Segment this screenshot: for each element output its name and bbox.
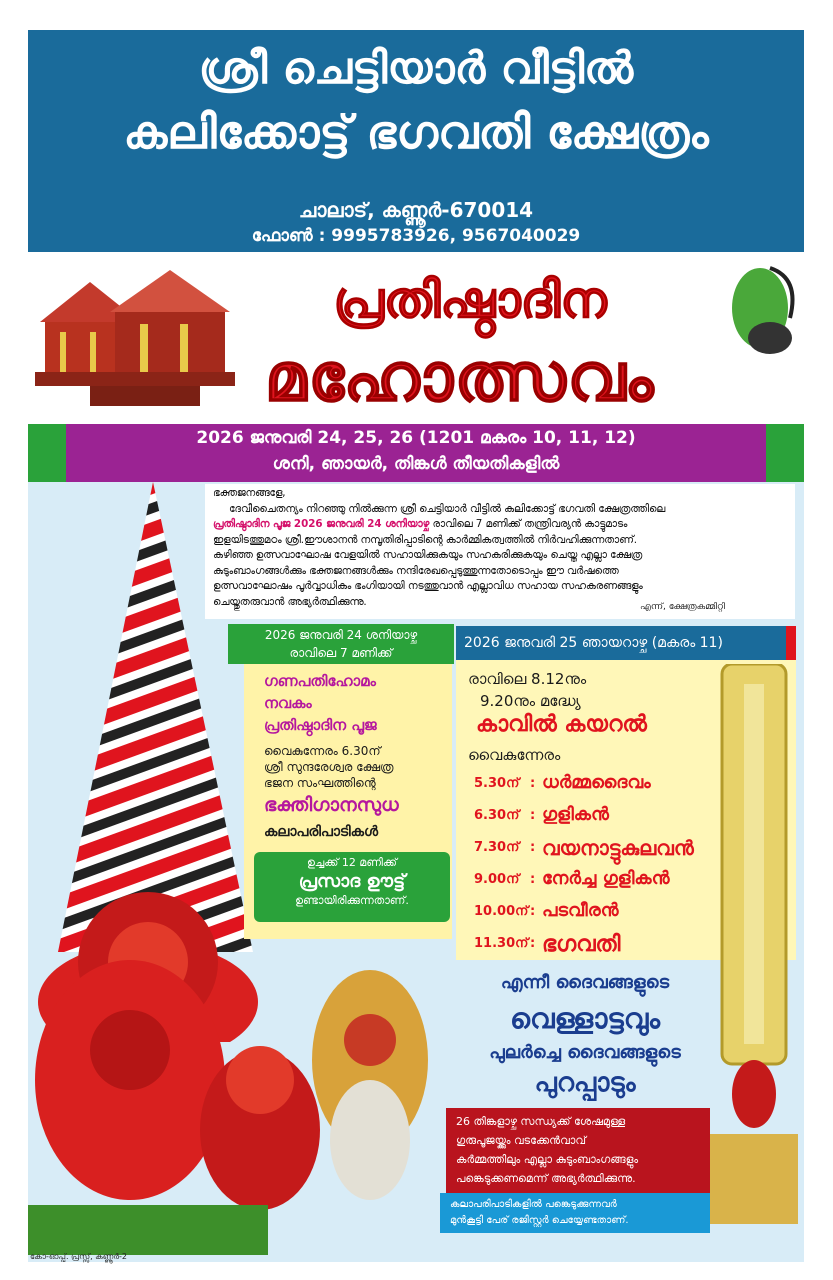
festival-title-line2: മഹോത്സവം xyxy=(264,339,656,416)
festival-days: ശനി, ഞായർ, തിങ്കൾ തീയതികളിൽ xyxy=(272,454,560,474)
theyyam-pole-illustration xyxy=(704,664,804,1224)
schedule-deity: പടവീരൻ xyxy=(542,900,619,921)
temple-name-line2: കലിക്കോട്ട് ഭഗവതി ക്ഷേത്രം xyxy=(123,105,709,159)
header-accent xyxy=(786,626,796,660)
festival-title-line1: പ്രതിഷ്ഠാദിന xyxy=(333,271,607,329)
schedule-separator: : xyxy=(530,840,536,855)
day2-date: 2026 ജനുവരി 25 ഞായറാഴ്ച (മകരം 11) xyxy=(464,635,723,651)
schedule-time: 11.30ന് xyxy=(474,936,529,951)
bhajan-group: ഭജന സംഘത്തിന്റെ xyxy=(264,776,376,790)
puja-date-highlight: പ്രതിഷ്ഠാദിന പൂജ 2026 ജനുവരി 24 ശനിയാഴ്ച xyxy=(213,518,430,530)
kalaparipadikal: കലാപരിപാടികൾ xyxy=(264,824,379,840)
date-band xyxy=(28,424,804,482)
schedule-separator: : xyxy=(530,872,536,887)
prasada-oottu: പ്രസാദ ഊട്ട് xyxy=(298,871,406,892)
schedule-deity: ഭഗവതി xyxy=(542,932,621,957)
schedule-time: 7.30ന് xyxy=(474,840,520,855)
gurupooja-note xyxy=(446,1108,710,1193)
schedule-separator: : xyxy=(530,808,536,823)
schedule-deity: നേർച്ച ഗുളികൻ xyxy=(542,868,670,889)
intro-line3: ഇളയിടത്തുമഠം ശ്രീ.ഈശാനൻ നമ്പൂതിരിപ്പാടിന്റെ കാർമ്മികത്വത്തിൽ നിർവഹിക്കുന്നതാണ്. xyxy=(213,533,637,546)
address: ചാലാട്, കണ്ണൂർ-670014 xyxy=(298,198,534,222)
schedule-deity: വയനാട്ടുകുലവൻ xyxy=(542,836,694,860)
schedule-separator: : xyxy=(530,776,536,791)
deity-line1: എന്നീ ദൈവങ്ങളുടെ xyxy=(500,972,670,993)
evening-time: വൈകുന്നേരം 6.30ന് xyxy=(264,744,381,758)
morning-time-2: 9.20നും മദ്ധ്യേ xyxy=(480,692,581,710)
evening-label: വൈകുന്നേരം xyxy=(468,746,561,764)
note1-line4: പങ്കെടുക്കണമെന്ന് അഭ്യർത്ഥിക്കുന്നു. xyxy=(456,1172,636,1185)
intro-line2 xyxy=(213,517,787,533)
morning-time-1: രാവിലെ 8.12നും xyxy=(468,670,587,688)
day1-date: 2026 ജനുവരി 24 ശനിയാഴ്ച xyxy=(264,628,418,642)
note2-line2: മുൻകൂട്ടി പേര് രജിസ്റ്റർ ചെയ്യേണ്ടതാണ്. xyxy=(450,1215,629,1226)
intro-line2-rest: രാവിലെ 7 മണിക്ക് തന്ത്രിവര്യൻ കാട്ടുമാടം xyxy=(429,518,628,530)
bhajan-temple: ശ്രീ സുന്ദരേശ്വര ക്ഷേത്ര xyxy=(264,760,394,774)
note1-line1: 26 തിങ്കളാഴ്ച സന്ധ്യക്ക് ശേഷമുള്ള xyxy=(456,1115,626,1128)
grass-ground xyxy=(28,1205,268,1255)
intro-letter xyxy=(205,484,795,619)
intro-line6: ഉത്സവാഘോഷം പൂർവ്വാധികം ഭംഗിയായി നടത്തുവാൻ എല്ലാവിധ സഹായ സഹകരണങ്ങളും xyxy=(213,580,643,592)
phone-numbers: ഫോൺ : 9995783926, 9567040029 xyxy=(251,226,581,246)
registration-note xyxy=(440,1193,710,1233)
temple-name-line1: ശ്രീ ചെട്ടിയാർ വീട്ടിൽ xyxy=(198,43,634,94)
navakam: നവകം xyxy=(264,694,312,712)
schedule-deity: ധർമ്മദൈവം xyxy=(542,772,651,793)
bhakthiganasudha: ഭക്തിഗാനസുധ xyxy=(264,794,399,816)
schedule-time: 6.30ന് xyxy=(474,808,520,823)
kavil-kayaral: കാവിൽ കയറൽ xyxy=(476,712,647,737)
theyyam-figures-illustration xyxy=(30,930,440,1210)
purappadu: പുറപ്പാടും xyxy=(534,1068,636,1098)
note1-line2: ഗുരുപൂജയ്ക്കും വടക്കേൻവാവ് xyxy=(456,1134,586,1147)
intro-greeting: ഭക്തജനങ്ങളേ, xyxy=(213,487,286,499)
committee-signature: എന്ന്, ക്ഷേത്രകമ്മിറ്റി xyxy=(640,602,725,612)
deity-line3: പുലർച്ചെ ദൈവങ്ങളുടെ xyxy=(489,1042,681,1063)
schedule-time: 5.30ന് xyxy=(474,776,520,791)
note1-line3: കർമ്മത്തിലും എല്ലാ കുടുംബാംഗങ്ങളും xyxy=(456,1153,639,1166)
day1-header xyxy=(228,624,454,664)
intro-line4: കഴിഞ്ഞ ഉത്സവാഘോഷ വേളയിൽ സഹായിക്കുകയും സഹകരിക്കുകയും ചെയ്ത എല്ലാ ക്ഷേത്ര xyxy=(213,549,643,561)
noon-time: ഉച്ചക്ക് 12 മണിക്ക് xyxy=(306,856,397,869)
festival-dates: 2026 ജനുവരി 24, 25, 26 (1201 മകരം 10, 11, 12) xyxy=(196,428,636,448)
day1-time: രാവിലെ 7 മണിക്ക് xyxy=(289,646,393,660)
vellattam: വെള്ളാട്ടവും xyxy=(509,1002,661,1035)
will-be-held: ഉണ്ടായിരിക്കുന്നതാണ്. xyxy=(295,894,409,907)
note2-line1: കലാപരിപാടികളിൽ പങ്കെടുക്കുന്നവർ xyxy=(450,1199,617,1210)
schedule-time: 10.00ന് xyxy=(474,904,529,919)
header-banner xyxy=(28,30,804,252)
pratishta-pooja: പ്രതിഷ്ഠാദിന പൂജ xyxy=(264,716,377,734)
schedule-separator: : xyxy=(530,936,536,951)
schedule-separator: : xyxy=(530,904,536,919)
ganapathi-homam: ഗണപതിഹോമം xyxy=(264,672,376,690)
intro-line1: ദേവീചൈതന്യം നിറഞ്ഞു നിൽക്കുന്ന ശ്രീ ചെട്ടിയാർ വീട്ടിൽ കലിക്കോട്ട് ഭഗവതി ക്ഷേത്രത്തിലെ xyxy=(229,502,666,515)
day2-header xyxy=(456,626,796,660)
prasada-oottu-box xyxy=(254,852,450,922)
intro-line7: ചെയ്തുതരുവാൻ അഭ്യർത്ഥിക്കുന്നു. xyxy=(213,595,367,608)
intro-line5: കുടുംബാംഗങ്ങൾക്കും ഭക്തജനങ്ങൾക്കും നന്ദിരേഖപ്പെടുത്തുന്നതോടൊപ്പം ഈ വർഷത്തെ xyxy=(213,564,619,577)
schedule-deity: ഗുളികൻ xyxy=(542,804,609,825)
schedule-time: 9.00ന് xyxy=(474,872,520,887)
printer-credit: കോ-ഓപ്പ്. പ്രസ്സ്, കണ്ണൂർ-2 xyxy=(30,1252,127,1261)
